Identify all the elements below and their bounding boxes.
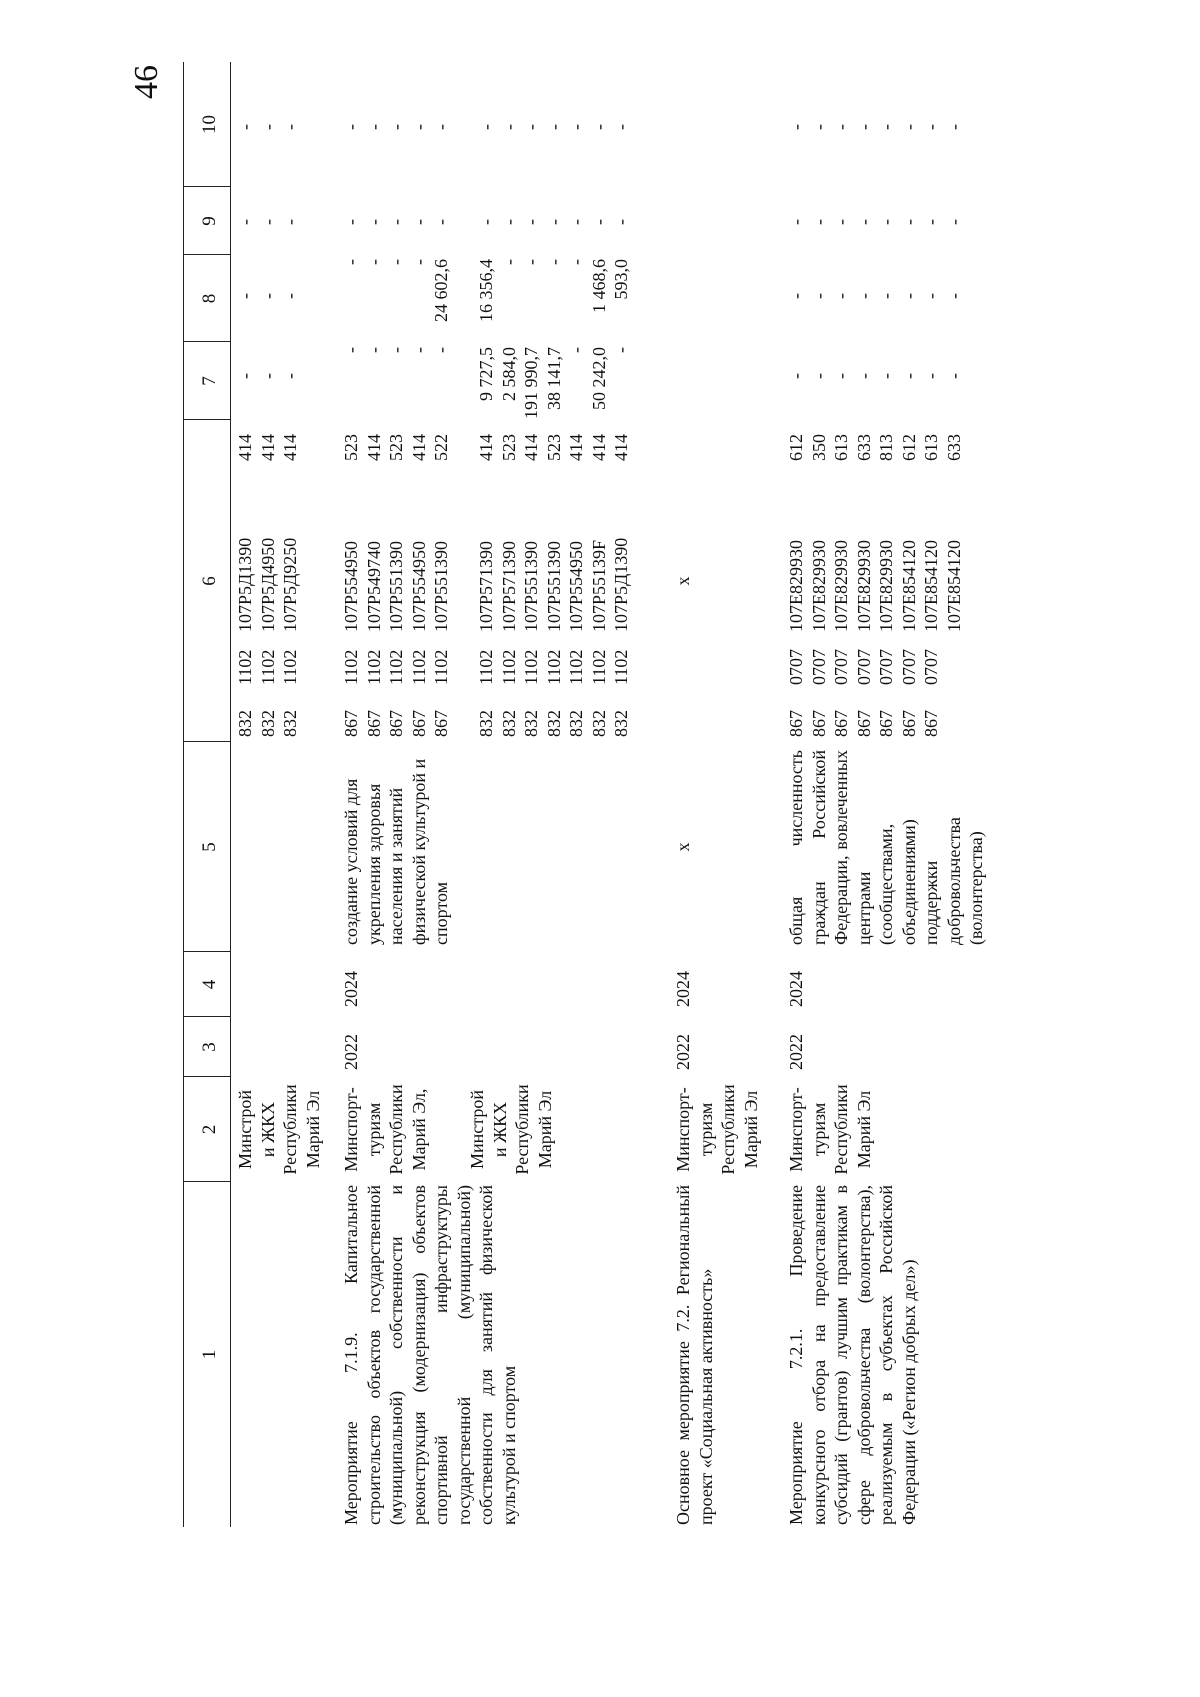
row1-vr: 523 414 523 414 522 414 523 414 523 414 414 414 (341, 434, 631, 461)
row2-budget-code: х (673, 576, 693, 586)
row0-col7: - - - (235, 373, 300, 379)
header-col-10: 10 (199, 115, 220, 134)
row1-responsible-a: Минспорт- туризм Республики Марий Эл, (341, 1084, 429, 1175)
row0-csr: 107Р5Д1390 107Р5Д4950 107Р5Д9250 (235, 537, 300, 632)
row0-col10: - - - (235, 124, 300, 130)
row2-responsible: Минспорт- туризм Республики Марий Эл (673, 1084, 761, 1175)
row1-rzpr: 1102 1102 1102 1102 1102 1102 1102 1102 1102 1102 1102 1102 (341, 649, 631, 685)
header-col-9: 9 (199, 216, 220, 226)
row3-col8: - - - - - - - - (786, 293, 964, 299)
row1-responsible-b: Минстрой и ЖКХ Республики Марий Эл (467, 1084, 555, 1175)
row3-year-start: 2022 (786, 1034, 806, 1070)
row0-grbs: 832 832 832 (235, 710, 300, 737)
row2-year-end: 2024 (673, 971, 693, 1007)
row3-year-end: 2024 (786, 971, 806, 1007)
row3-csr: 107Е829930 107Е829930 107Е829930 107Е829930 107Е829930 107Е854120 107Е854120 107Е854120 (786, 540, 964, 632)
header-col-4: 4 (199, 979, 220, 990)
row1-description: Мероприятие 7.1.9. Капитальное строительство объектов государственной (муниципальной) собственности и реконструкция (модернизация) объектов спортивной инфраструктуры государственной (муниципальной) собственности для занятий физической культурой и спортом (341, 1185, 519, 1525)
row1-csr: 107Р554950 107Р549740 107Р551390 107Р554950 107Р551390 107Р571390 107Р571390 107Р551390 107Р551390 107Р554950 107Р55139F 107Р5Д1390 (341, 537, 631, 632)
row2-result: х (673, 842, 693, 852)
header-col-7: 7 (199, 376, 220, 386)
row1-col9: - - - - - - - - - - - - (341, 219, 631, 225)
header-col-5: 5 (199, 842, 220, 852)
header-col-2: 2 (199, 1124, 220, 1135)
header-col-6: 6 (199, 576, 220, 586)
row1-result: создание условий для укрепления здоровья населения и занятий физической культурой и спортом (341, 758, 451, 945)
row3-description: Мероприятие 7.2.1. Проведение конкурсного отбора на предоставление субсидий (грантов) лучшим практикам в сфере добровольчества (волонтерства), реализуемым в субъектах Российской Федерации («Регион добрых дел») (786, 1185, 919, 1525)
row0-vr: 414 414 414 (235, 434, 300, 461)
table-top-rule (183, 62, 184, 1527)
row0-col8: - - - (235, 293, 300, 299)
row3-col9: - - - - - - - - (786, 219, 964, 225)
row2-description: Основное мероприятие 7.2. Региональный проект «Социальная активность» (673, 1185, 716, 1525)
row3-responsible: Минспорт- туризм Республики Марий Эл (786, 1084, 874, 1175)
row1-year-start: 2022 (341, 1034, 361, 1070)
header-bottom-rule (230, 62, 231, 1527)
row1-col7: - - - - - 9 727,5 2 584,0 191 990,7 38 141,7 - 50 242,0 - (341, 347, 631, 419)
row3-grbs: 867 867 867 867 867 867 867 (786, 710, 941, 737)
row1-col8: - - - - 24 602,6 16 356,4 - - - - 1 468,6 593,0 (341, 259, 631, 322)
row3-vr: 612 350 613 633 813 612 613 633 (786, 434, 964, 461)
row0-col9: - - - (235, 219, 300, 225)
row3-col10: - - - - - - - - (786, 124, 964, 130)
header-col-1: 1 (199, 1349, 220, 1360)
row3-rzpr: 0707 0707 0707 0707 0707 0707 0707 (786, 649, 941, 685)
header-col-3: 3 (199, 1042, 220, 1052)
row3-result: общая численность граждан Российской Федерации, вовлеченных центрами (сообществами, объединениями) поддержки добровольчества (волонтерства) (786, 750, 986, 945)
row2-year-start: 2022 (673, 1034, 693, 1070)
row3-col7: - - - - - - - - (786, 373, 964, 379)
header-col-8: 8 (199, 293, 220, 304)
row1-col10: - - - - - - - - - - - - (341, 124, 631, 130)
page-number: 46 (128, 65, 165, 99)
row0-rzpr: 1102 1102 1102 (235, 649, 300, 685)
row0-responsible: Минстрой и ЖКХ Республики Марий Эл (235, 1084, 323, 1175)
row1-year-end: 2024 (341, 971, 361, 1007)
row1-grbs: 867 867 867 867 867 832 832 832 832 832 832 832 (341, 710, 631, 737)
